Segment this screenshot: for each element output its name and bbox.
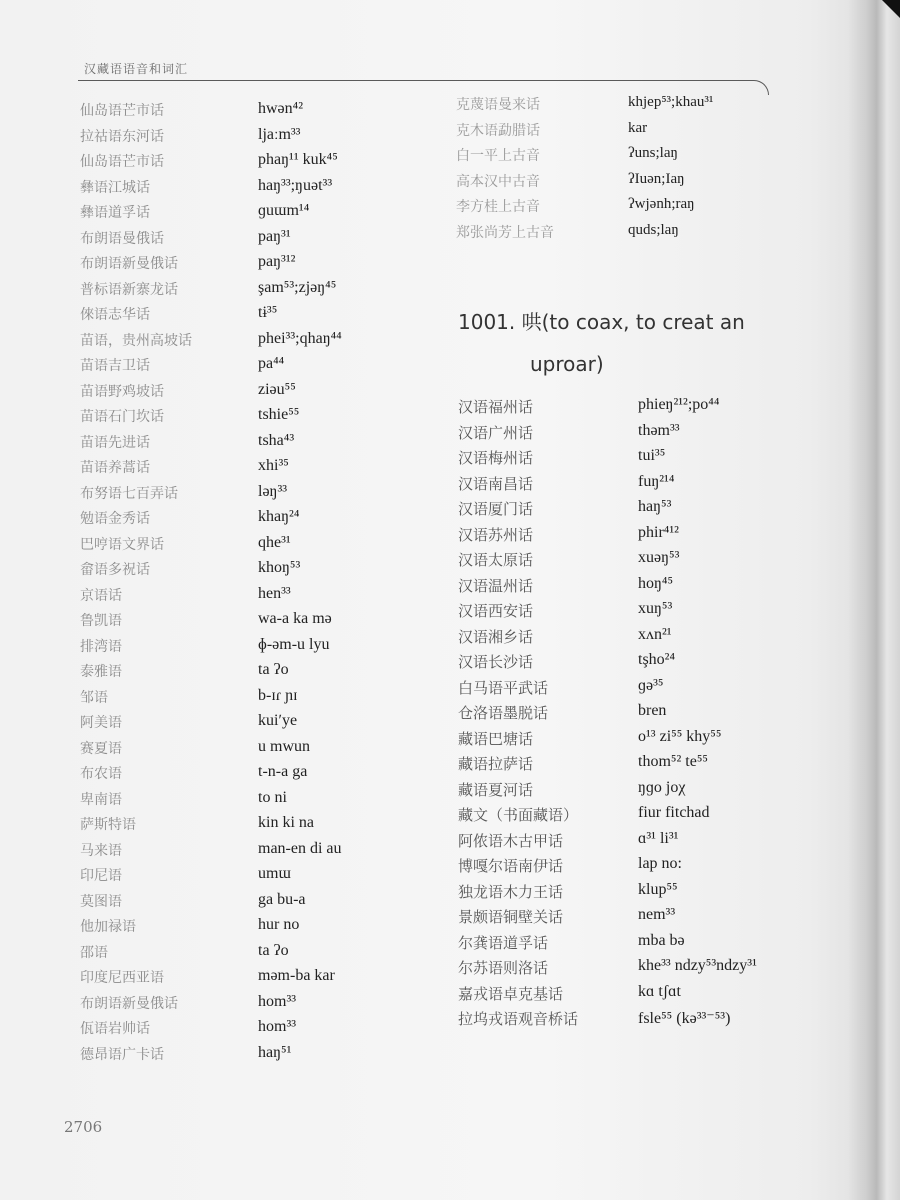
language-name: 京语话 [80, 587, 122, 604]
word-form: ta ʔo [258, 661, 289, 678]
language-name: 莫图语 [80, 893, 122, 910]
language-name: 布朗语新曼俄话 [80, 995, 178, 1012]
word-form: kar [628, 119, 648, 136]
word-form: khjep⁵³;khau³¹ [628, 94, 714, 110]
word-form: paŋ³¹ [258, 227, 291, 245]
language-name: 他加禄语 [80, 919, 136, 935]
word-form: wa-a ka mə [258, 610, 332, 627]
language-name: 郑张尚芳上古音 [456, 224, 554, 241]
running-head: 汉藏语语音和词汇 [84, 62, 189, 76]
word-form: fiur fitchad [638, 804, 710, 821]
word-form: paŋ³¹² [258, 253, 296, 270]
word-form: hom³³ [258, 992, 297, 1010]
language-name: 藏语拉萨话 [458, 755, 534, 773]
word-form: ɡə³⁵ [638, 676, 664, 694]
word-form: məm-ba kar [258, 967, 335, 984]
language-name: 巴哼语文界话 [80, 536, 164, 553]
language-name: 汉语长沙话 [458, 653, 534, 671]
language-name: 克蔑语曼来话 [456, 97, 540, 113]
language-name: 马来语 [80, 842, 122, 859]
word-form: bren [638, 702, 667, 719]
word-form: nem³³ [638, 906, 676, 923]
language-name: 赛夏语 [80, 740, 122, 757]
word-form: ta ʔo [258, 941, 289, 959]
word-form: ga bu-a [258, 890, 306, 908]
language-name: 博嘎尔语南伊话 [458, 857, 564, 875]
word-form: haŋ⁵¹ [258, 1043, 292, 1061]
word-form: klup⁵⁵ [638, 880, 678, 898]
word-form: kin ki na [258, 814, 314, 831]
language-name: 苗语吉卫话 [80, 358, 150, 374]
word-form: to ni [258, 788, 287, 806]
language-name: 拉坞戎语观音桥话 [458, 1010, 579, 1028]
language-name: 藏语夏河话 [458, 780, 534, 799]
word-form: u mwun [258, 737, 310, 755]
language-name: 阿美语 [80, 715, 122, 731]
header-rule [78, 80, 769, 95]
word-form: ljaːm³³ [258, 125, 301, 143]
word-form: b-ɪɾ ɲɪ [258, 686, 298, 704]
language-name: 汉语南昌话 [458, 474, 534, 493]
language-name: 勉语金秀话 [80, 511, 150, 527]
language-name: 白一平上古音 [456, 148, 540, 164]
word-form: tɨ³⁵ [258, 304, 278, 321]
language-name: 汉语厦门话 [458, 500, 534, 518]
language-name: 嘉戎语卓克基话 [458, 984, 564, 1003]
word-form: ziəu⁵⁵ [258, 380, 296, 398]
language-name: 藏语巴塘话 [458, 729, 534, 748]
word-form: pa⁴⁴ [258, 355, 285, 372]
language-name: 邵语 [80, 944, 108, 961]
language-name: 独龙语木力王话 [458, 882, 564, 901]
language-name: 阿侬语木古甲话 [458, 831, 564, 850]
word-form: xuəŋ⁵³ [638, 549, 680, 566]
language-name: 高本汉中古音 [456, 173, 540, 190]
language-name: 汉语广州话 [458, 423, 534, 442]
entry-heading: 1001. 哄(to coax, to creat an [458, 310, 745, 334]
word-form: hwən⁴² [258, 100, 304, 117]
language-name: 藏文（书面藏语） [458, 806, 579, 824]
word-form: o¹³ zi⁵⁵ khy⁵⁵ [638, 727, 722, 745]
language-name: 萨斯特语 [80, 817, 136, 833]
word-form: phaŋ¹¹ kuk⁴⁵ [258, 151, 338, 168]
word-form: hoŋ⁴⁵ [638, 574, 674, 592]
word-form: kɑ tʃɑt [638, 982, 681, 1000]
entry-heading-continued: uproar) [530, 352, 604, 376]
language-name: 泰雅语 [80, 664, 122, 680]
language-name: 汉语西安话 [458, 602, 534, 620]
word-form: fsle⁵⁵ (kə³³⁻⁵³) [638, 1010, 731, 1027]
word-form: haŋ³³;ŋuət³³ [258, 176, 333, 194]
language-name: 苗语，贵州高坡话 [80, 332, 192, 349]
word-form: hom³³ [258, 1018, 297, 1035]
word-form: mba bə [638, 931, 685, 949]
word-form: tşho²⁴ [638, 651, 676, 668]
word-form: thom⁵² te⁵⁵ [638, 753, 708, 770]
word-form: hur no [258, 916, 300, 933]
word-form: khoŋ⁵³ [258, 559, 301, 576]
language-name: 仙岛语芒市话 [80, 154, 164, 170]
word-form: tsha⁴³ [258, 431, 295, 449]
word-form: ləŋ³³ [258, 482, 288, 500]
word-form: quds;laŋ [628, 221, 679, 238]
language-name: 仙岛语芒市话 [80, 103, 164, 119]
word-form: khe³³ ndzy⁵³ndzy³¹ [638, 957, 757, 974]
language-name: 印度尼西亚语 [80, 970, 164, 986]
word-form: khaŋ²⁴ [258, 508, 300, 525]
language-name: 汉语湘乡话 [458, 627, 534, 646]
word-form: umɯ [258, 865, 291, 882]
language-name: 苗语先进话 [80, 434, 150, 451]
word-form: ŋɡo joχ [638, 778, 686, 796]
language-name: 印尼语 [80, 868, 122, 884]
word-form: haŋ⁵³ [638, 498, 672, 515]
word-form: xhi³⁵ [258, 457, 289, 474]
page-gutter-shadow [848, 0, 900, 1200]
language-name: 畲语多祝话 [80, 562, 150, 578]
language-name: 排湾语 [80, 638, 122, 655]
word-form: lap no: [638, 855, 682, 872]
language-name: 汉语苏州话 [458, 525, 534, 544]
language-name: 普标语新寨龙话 [80, 281, 178, 298]
word-form: thəm³³ [638, 421, 680, 439]
language-name: 佤语岩帅话 [80, 1021, 150, 1037]
word-form: ɡuɯm¹⁴ [258, 202, 310, 219]
word-form: phir⁴¹² [638, 523, 679, 541]
word-form: ʔuns;laŋ [628, 145, 678, 161]
language-name: 卑南语 [80, 791, 122, 808]
language-name: 克木语勐腊话 [456, 122, 540, 139]
word-form: man-en di au [258, 839, 342, 857]
language-name: 苗语石门坎话 [80, 409, 164, 425]
word-form: xʌn²¹ [638, 625, 672, 643]
language-name: 倈语志华话 [80, 307, 150, 323]
language-name: 仓洛语墨脱话 [458, 704, 549, 722]
language-name: 汉语太原话 [458, 551, 534, 569]
language-name: 邹语 [80, 689, 108, 706]
word-form: tshie⁵⁵ [258, 406, 300, 423]
word-form: ɸ-əm-u lyu [258, 635, 330, 653]
language-name: 尔龚语道孚话 [458, 933, 549, 952]
language-name: 景颇语铜壁关话 [458, 908, 564, 926]
language-name: 李方桂上古音 [456, 199, 540, 215]
word-form: ɑ³¹ li³¹ [638, 829, 679, 847]
language-name: 汉语福州话 [458, 398, 534, 416]
word-form: hen³³ [258, 584, 291, 602]
word-form: kuiʹye [258, 712, 298, 729]
word-form: şam⁵³;zjəŋ⁴⁵ [258, 278, 337, 296]
page-corner-mark [882, 0, 900, 18]
language-name: 苗语养蒿话 [80, 460, 150, 476]
language-name: 拉祜语东河话 [80, 128, 164, 145]
word-form: xuŋ⁵³ [638, 600, 673, 617]
word-form: tui³⁵ [638, 447, 666, 464]
word-form: t-n-a ga [258, 763, 308, 780]
language-name: 布朗语新曼俄话 [80, 256, 178, 272]
language-name: 鲁凯语 [80, 613, 122, 629]
word-form: phei³³;qhaŋ⁴⁴ [258, 329, 342, 347]
language-name: 彝语江城话 [80, 179, 150, 196]
word-form: fuŋ²¹⁴ [638, 472, 675, 490]
language-name: 白马语平武话 [458, 678, 549, 697]
language-name: 布农语 [80, 766, 122, 782]
language-name: 汉语梅州话 [458, 449, 534, 467]
language-name: 尔苏语则洛话 [458, 959, 549, 977]
language-name: 布努语七百弄话 [80, 485, 178, 502]
language-name: 汉语温州话 [458, 576, 534, 595]
page-number: 2706 [64, 1118, 103, 1136]
language-name: 彝语道孚话 [80, 205, 150, 221]
word-form: qhe³¹ [258, 533, 291, 551]
language-name: 苗语野鸡坡话 [80, 383, 164, 400]
word-form: ʔwjənh;raŋ [628, 196, 695, 212]
word-form: ʔIuən;Iaŋ [628, 170, 685, 187]
word-form: phieŋ²¹²;po⁴⁴ [638, 396, 720, 413]
language-name: 布朗语曼俄话 [80, 230, 164, 247]
language-name: 德昂语广卡话 [80, 1046, 164, 1063]
